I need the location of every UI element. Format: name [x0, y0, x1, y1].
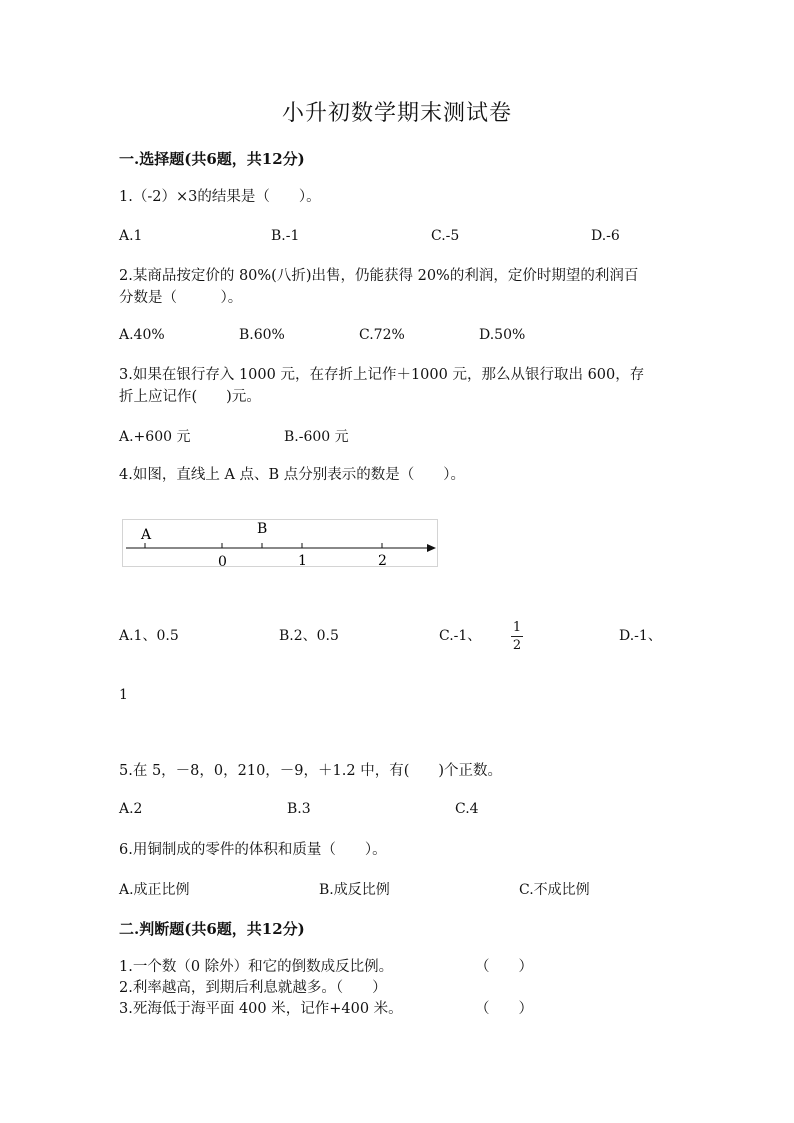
tick-label-0: 0 [218, 554, 227, 567]
q2-option-c: C.72% [359, 327, 405, 343]
q1-option-c: C.-5 [431, 228, 460, 244]
fraction-denominator: 2 [512, 638, 522, 653]
q1-option-d: D.-6 [591, 228, 620, 244]
figure-frame [123, 520, 438, 567]
section-heading-judge: 二.判断题(共6题，共12分) [119, 920, 305, 938]
q4-option-c: C.-1、 [439, 628, 482, 644]
q4-option-d-wrap: 1 [119, 687, 128, 703]
q1-option-a: A.1 [119, 228, 143, 244]
q3-option-b: B.-600 元 [284, 429, 349, 445]
q2-option-b: B.60% [239, 327, 285, 343]
question-3-line-2: 折上应记作( )元。 [119, 389, 261, 405]
q5-option-b: B.3 [287, 801, 311, 817]
q2-option-d: D.50% [479, 327, 526, 343]
judge-item-1-blank: （ ） [475, 959, 533, 975]
number-line-figure [122, 519, 438, 567]
fraction-numerator: 1 [512, 620, 522, 635]
question-2-line-1: 2.某商品按定价的 80%(八折)出售，仍能获得 20%的利润，定价时期望的利润百 [119, 268, 639, 284]
q6-option-c: C.不成比例 [519, 882, 590, 898]
tick-label-2: 2 [378, 553, 387, 567]
fraction-bar [511, 636, 523, 637]
point-b-label: B [257, 521, 268, 537]
page-title: 小升初数学期末测试卷 [281, 101, 512, 126]
q1-option-b: B.-1 [271, 228, 300, 244]
question-3-line-1: 3.如果在银行存入 1000 元，在存折上记作＋1000 元，那么从银行取出 600，存 [119, 367, 645, 383]
section-heading-choice: 一.选择题(共6题，共12分) [119, 150, 305, 168]
q5-option-c: C.4 [455, 801, 479, 817]
q3-option-a: A.+600 元 [119, 429, 191, 445]
judge-item-2: 2.利率越高，到期后利息就越多。（ ） [119, 980, 387, 996]
question-1: 1.（-2）×3的结果是（ ）。 [119, 189, 321, 205]
fraction-one-half [509, 620, 525, 653]
question-4: 4.如图，直线上 A 点、B 点分别表示的数是（ ）。 [119, 467, 466, 483]
judge-item-3-blank: （ ） [475, 1001, 533, 1017]
judge-item-3: 3.死海低于海平面 400 米，记作+400 米。 [119, 1001, 403, 1017]
q4-option-d: D.-1、 [619, 628, 662, 644]
q6-option-a: A.成正比例 [119, 882, 190, 898]
q4-option-a: A.1、0.5 [119, 628, 179, 644]
judge-item-1: 1.一个数（0 除外）和它的倒数成反比例。 [119, 959, 394, 975]
question-5: 5.在 5，－8，0，210，－9，＋1.2 中，有( )个正数。 [119, 763, 503, 779]
q6-option-b: B.成反比例 [319, 882, 390, 898]
q2-option-a: A.40% [119, 327, 165, 343]
point-a-label: A [141, 527, 152, 543]
question-2-line-2: 分数是（ ）。 [119, 290, 243, 306]
tick-label-1: 1 [298, 553, 307, 567]
q4-option-b: B.2、0.5 [279, 628, 339, 644]
arrow-right-icon [427, 544, 436, 552]
q5-option-a: A.2 [119, 801, 143, 817]
question-6: 6.用铜制成的零件的体积和质量（ ）。 [119, 842, 387, 858]
